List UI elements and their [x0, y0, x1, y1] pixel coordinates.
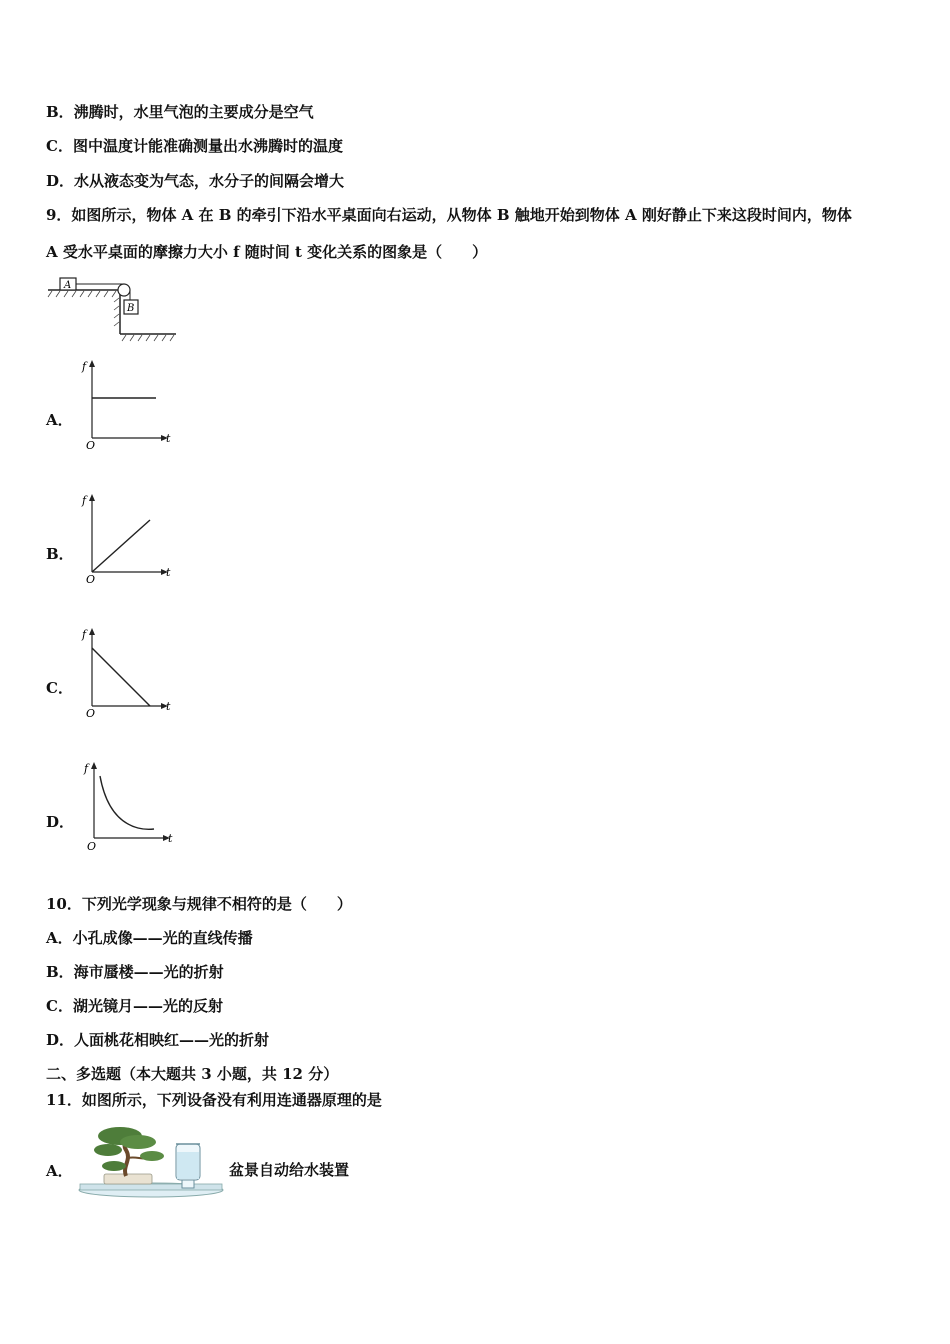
q8-option-c: C．图中温度计能准确测量出水沸腾时的温度	[46, 137, 343, 155]
graph-c-curve	[92, 648, 150, 706]
q9-option-d-graph	[78, 758, 178, 852]
q9-option-a-graph	[78, 356, 178, 450]
axis-label-t: t	[166, 432, 171, 445]
q11-option-a-label: A．	[46, 1162, 73, 1180]
q10-option-c: C．湖光镜月——光的反射	[46, 997, 223, 1015]
graph-d-curve	[100, 776, 154, 829]
axis-label-t: t	[166, 700, 171, 713]
q9-stem-line2: A 受水平桌面的摩擦力大小 f 随时间 t 变化关系的图象是（ ）	[46, 243, 488, 261]
axis-label-t: t	[166, 566, 171, 579]
block-b-label: B	[127, 303, 135, 314]
section-title: 二、多选题（本大题共 3 小题，共 12 分）	[46, 1065, 339, 1083]
bonsai-watering-illustration	[76, 1122, 226, 1202]
axis-label-o: O	[87, 840, 97, 852]
q10-option-d: D．人面桃花相映红——光的折射	[46, 1031, 270, 1049]
q9-option-b-graph	[78, 490, 178, 584]
q9-stem-line1: 9．如图所示，物体 A 在 B 的牵引下沿水平桌面向右运动，从物体 B 触地开始到物体 A 刚好静止下来这段时间内，物体	[46, 206, 852, 224]
q9-setup-figure	[44, 272, 184, 344]
q10-option-b: B．海市蜃楼——光的折射	[46, 963, 224, 981]
axis-label-f: f	[84, 762, 89, 775]
q8-option-d: D．水从液态变为气态，水分子的间隔会增大	[46, 172, 345, 190]
q9-option-b-label: B．	[46, 545, 74, 563]
axis-label-t: t	[168, 832, 173, 845]
q11-option-a-caption: 盆景自动给水装置	[229, 1161, 350, 1179]
q9-option-c-label: C．	[46, 679, 73, 697]
q10-stem: 10．下列光学现象与规律不相符的是（ ）	[46, 895, 352, 913]
block-a-label: A	[64, 280, 72, 291]
axis-label-o: O	[86, 439, 96, 450]
pulley	[118, 284, 130, 296]
q9-option-a-label: A．	[46, 411, 73, 429]
axis-label-f: f	[82, 628, 87, 641]
q11-stem: 11．如图所示，下列设备没有利用连通器原理的是	[46, 1091, 382, 1109]
q9-option-c-graph	[78, 624, 178, 718]
axis-label-f: f	[82, 360, 87, 373]
axis-label-f: f	[82, 494, 87, 507]
q9-option-d-label: D．	[46, 813, 75, 831]
axis-label-o: O	[86, 707, 96, 718]
graph-b-curve	[92, 520, 150, 572]
q10-option-a: A．小孔成像——光的直线传播	[46, 929, 253, 947]
q8-option-b: B．沸腾时，水里气泡的主要成分是空气	[46, 103, 314, 121]
axis-label-o: O	[86, 573, 96, 584]
